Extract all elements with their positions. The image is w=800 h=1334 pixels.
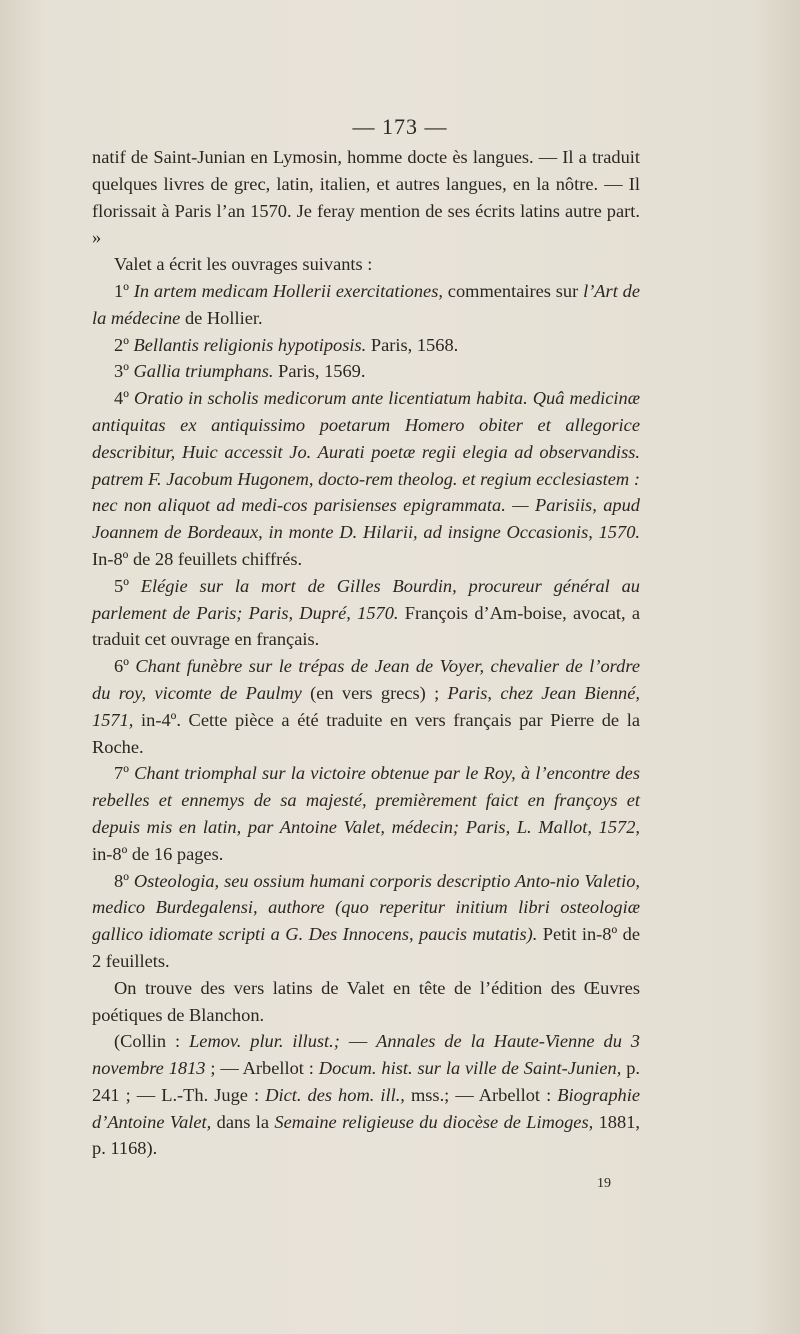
text-run: 5º — [114, 575, 141, 596]
paragraph-p4 — [92, 358, 640, 385]
italic-run: Docum. hist. sur la ville de Saint-Junien, — [318, 1058, 622, 1079]
text-run: (Collin : — [114, 1031, 190, 1052]
text-run: 1º — [114, 280, 134, 301]
text-run: dans la — [211, 1111, 275, 1132]
italic-run: Paris, chez Jean Bienné, 1571, — [92, 682, 640, 730]
italic-run: Elégie sur la mort de Gilles Bourdin, procureur général au parlement de Paris; Paris, Dupré, 1570. — [92, 575, 640, 623]
italic-run: Dict. des hom. ill., — [265, 1084, 405, 1105]
text-run: de Hollier. — [180, 307, 263, 328]
text-run: mss.; — Arbellot : — [404, 1084, 558, 1105]
text-run: 6º — [114, 656, 136, 677]
italic-run: l’Art de la médecine — [92, 280, 640, 328]
italic-run: Chant funèbre sur le trépas de Jean de Voyer, chevalier de l’ordre du roy, vicomte de Paulmy — [92, 656, 640, 703]
text-run: ; — Arbellot : — [205, 1058, 319, 1079]
text-run: natif de Saint-Junian en Lymosin, homme docte ès langues. — Il a traduit quelques livres de grec, latin, italien, et autres langues, en la nôtre. — Il florissait à Paris l’an 1570. Je feray mention de ses écrits latins autre part. » — [92, 147, 640, 248]
page-number-header: — 173 — — [352, 114, 448, 139]
text-run: 1881, p. 1168). — [92, 1111, 640, 1159]
paragraph-p3 — [92, 332, 640, 359]
text-run: Valet a écrit les ouvrages suivants : — [114, 254, 373, 275]
text-run: 2º — [114, 334, 134, 355]
text-run: p. 241 ; — L.-Th. Juge : — [92, 1058, 641, 1105]
text-run: François d’Am-boise, avocat, a traduit cet ouvrage en français. — [92, 602, 640, 650]
italic-run: Osteologia, seu ossium humani corporis descriptio Anto-nio Valetio, medico Burdegalensi, authore (quo reperitur initium libri osteologiæ gallico idiomate scripti a G. Des Innocens, paucis mutatis). — [92, 870, 640, 945]
italic-run: Semaine religieuse du diocèse de Limoges, — [274, 1111, 594, 1132]
text-run: in-4º. Cette pièce a été traduite en vers français par Pierre de la Roche. — [92, 709, 640, 757]
paragraph-p7 — [92, 653, 640, 760]
text-run: 8º — [114, 870, 134, 891]
italic-run: Biographie d’Antoine Valet, — [92, 1084, 640, 1132]
italic-run: Lemov. plur. illust.; — [189, 1031, 340, 1052]
text-run: In-8º de 28 feuillets chiffrés. — [92, 548, 303, 569]
paragraph-p10 — [92, 975, 640, 1029]
paragraph-p6 — [92, 573, 640, 653]
italic-run: Gallia triumphans. — [133, 361, 274, 382]
paragraph-p11 — [92, 1028, 640, 1162]
text-run: in-8º de 16 pages. — [92, 843, 224, 864]
text-run: On trouve des vers latins de Valet en tête de l’édition des Œuvres poétiques de Blanchon. — [92, 977, 640, 1025]
italic-run: Oratio in scholis medicorum ante licentiatum habita. Quâ medicinæ antiquitas ex antiquissimo poetarum Homero obiter et allegorice describitur, Huic accessit Jo. Aurati poetæ regii elegia ad observandiss. patrem F. Jacobum Hugonem, docto-rem theolog. et regium ecclesiastem : nec non aliquot ad medi-cos parisienses epigrammata. — Parisiis, apud Joannem de Bordeaux, in monte D. Hilarii, ad insigne Occasionis, 1570. — [92, 388, 640, 543]
italic-run: Annales de la Haute-Vienne du 3 novembre 1813 — [92, 1031, 641, 1079]
paragraph-p2 — [92, 278, 640, 332]
text-run: 4º — [114, 388, 134, 409]
signature-mark: 19 — [597, 1176, 611, 1191]
text-run: Paris, 1568. — [366, 334, 459, 355]
paragraph-p1 — [92, 251, 640, 278]
body-text — [92, 144, 640, 1162]
text-run: (en vers grecs) ; — [301, 682, 448, 703]
paragraph-p9 — [92, 868, 640, 975]
text-run: commentaires sur — [442, 280, 584, 301]
italic-run: Bellantis religionis hypotiposis. — [133, 334, 367, 355]
paragraph-p8 — [92, 760, 640, 867]
text-run: Petit in-8º de 2 feuillets. — [92, 924, 640, 971]
paragraph-p0 — [92, 144, 640, 251]
italic-run: In artem medicam Hollerii exercitationes, — [133, 280, 443, 301]
text-run: Paris, 1569. — [273, 361, 366, 382]
text-run: — — [339, 1031, 377, 1052]
text-run: 3º — [114, 361, 134, 382]
text-run: 7º — [114, 763, 135, 784]
italic-run: Chant triomphal sur la victoire obtenue par le Roy, à l’encontre des rebelles et ennemys de sa majesté, premièrement faict en françoys et depuis mis en latin, par Antoine Valet, médecin; Paris, L. Mallot, 1572, — [92, 763, 640, 837]
paragraph-p5 — [92, 385, 640, 573]
